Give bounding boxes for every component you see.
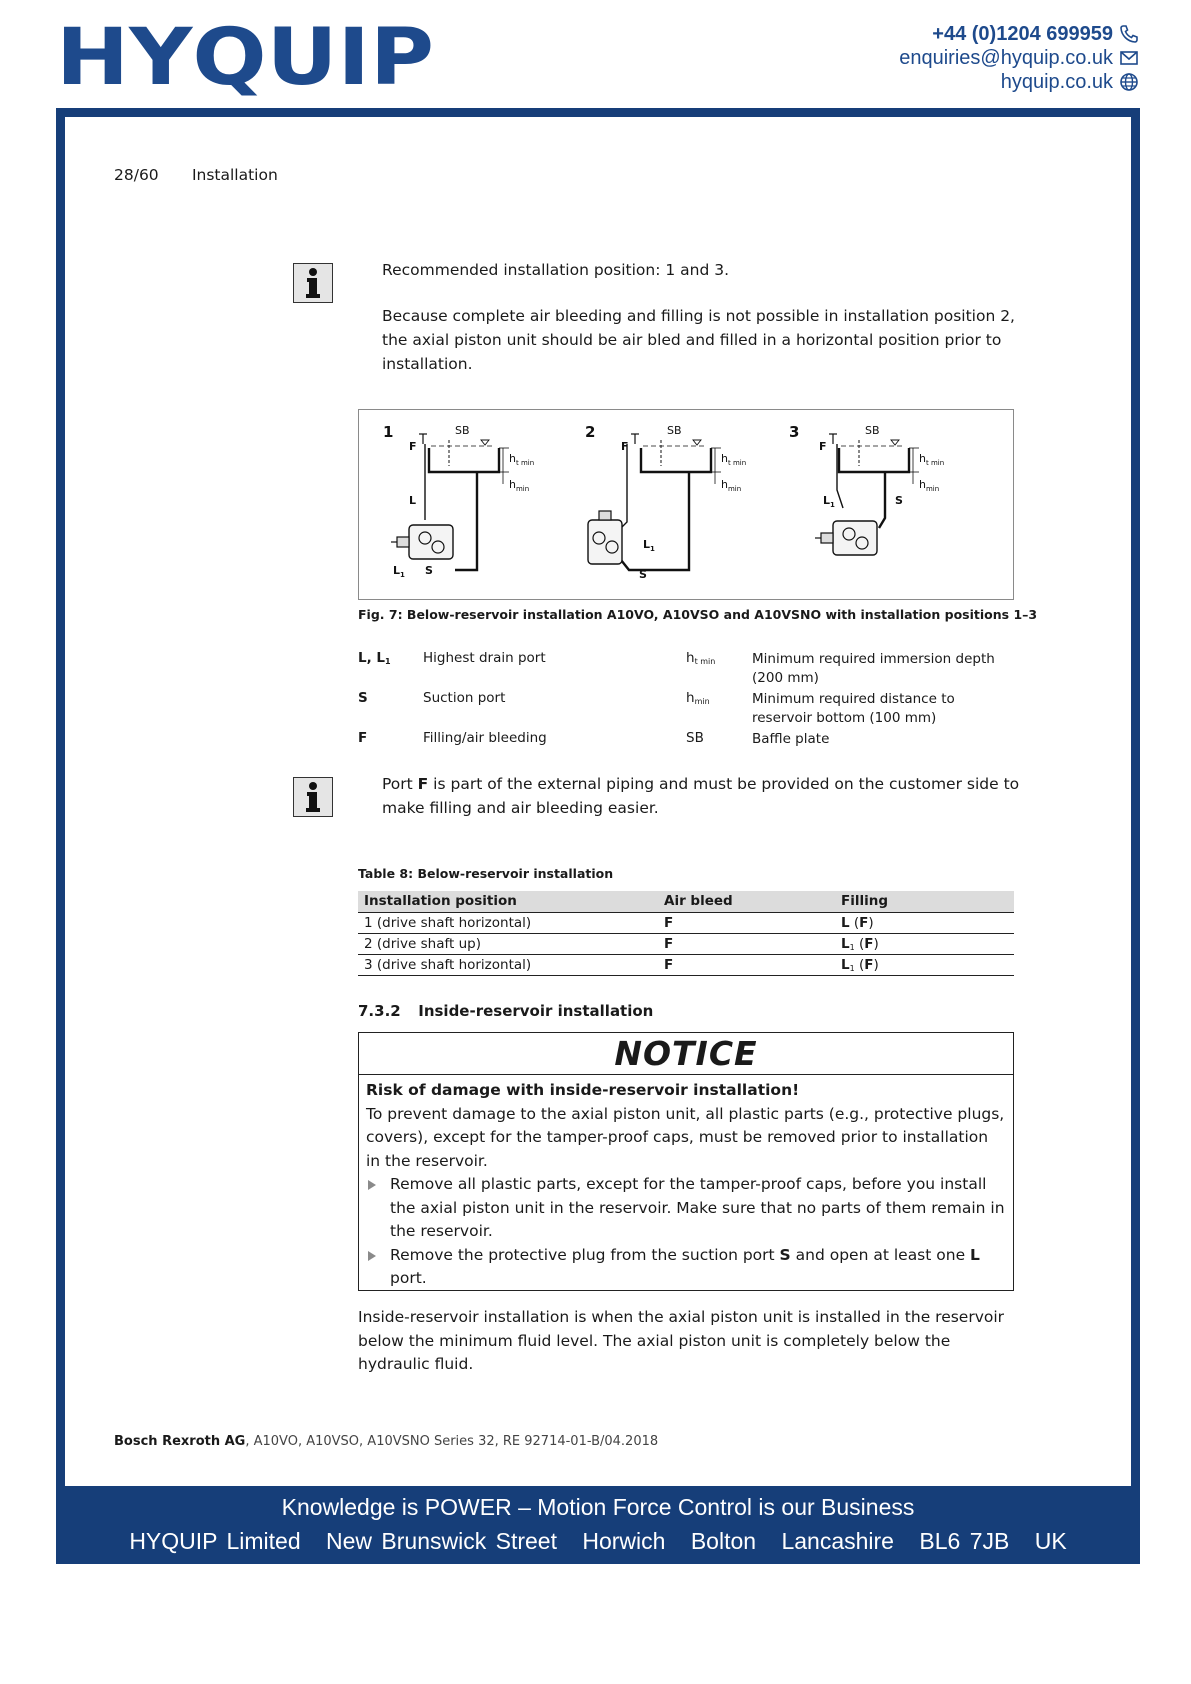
label-ht-min: $h_{t min}$: [919, 452, 945, 467]
table-row: [358, 912, 1014, 933]
table-title: Table 8: Below-reservoir installation: [358, 866, 614, 881]
reservoir-outline: [429, 448, 499, 472]
drain-line: [617, 444, 627, 532]
label-l1: $L_1$: [393, 564, 405, 579]
figure-drawing: [359, 410, 1013, 599]
legend-desc: Filling/air bleeding: [423, 730, 547, 746]
table-header-row: [358, 891, 1014, 912]
table-row: [358, 933, 1014, 954]
label-ht-min: $h_{t min}$: [721, 452, 747, 467]
cell-position: 2 (drive shaft up): [358, 933, 658, 954]
address-part: HYQUIP Limited: [129, 1528, 301, 1554]
installation-figure: [358, 409, 1014, 600]
label-ht-min: $h_{t min}$: [509, 452, 535, 467]
bullet-triangle-icon: [368, 1180, 376, 1190]
footer-address: [56, 1528, 1140, 1554]
axial-piston-unit: [588, 520, 622, 564]
notice-title: Risk of damage with inside-reservoir installation!: [366, 1081, 800, 1099]
reservoir-outline: [641, 448, 711, 472]
contact-website[interactable]: [899, 70, 1139, 94]
fluid-level-symbol: [481, 440, 489, 445]
legend-row: [358, 730, 1018, 752]
section-label: Installation: [191, 166, 278, 184]
label-sb: SB: [667, 424, 682, 437]
label-h-min: $h_{min}$: [721, 478, 742, 493]
document-reference: , A10VO, A10VSO, A10VSNO Series 32, RE 92714-01-B/04.2018: [245, 1434, 659, 1449]
cell-air-bleed: F: [658, 954, 835, 975]
address-part: Horwich: [582, 1528, 666, 1554]
col-header: Installation position: [358, 891, 658, 912]
cell-filling: L (F): [835, 912, 1014, 933]
cell-filling: $L_1$ (F): [835, 954, 1014, 975]
page-number: 28/60: [114, 166, 159, 184]
panel-number-3: 3: [789, 423, 800, 441]
label-sb: SB: [865, 424, 880, 437]
label-f: F: [409, 440, 417, 453]
info-icon: [293, 263, 333, 303]
address-part: UK: [1034, 1528, 1067, 1554]
notice-heading: NOTICE: [359, 1033, 1013, 1075]
suction-line: [621, 472, 689, 570]
footer-band: [56, 1486, 1140, 1564]
address-part: New Brunswick Street: [326, 1528, 557, 1554]
info-icon: [293, 777, 333, 817]
installation-table: [358, 891, 1014, 976]
label-h-min: $h_{min}$: [509, 478, 530, 493]
label-h-min: $h_{min}$: [919, 478, 940, 493]
drive-shaft: [397, 537, 409, 547]
section-heading: [358, 1002, 653, 1020]
contact-phone[interactable]: [899, 22, 1139, 46]
address-part: Lancashire: [781, 1528, 894, 1554]
footer-slogan: Knowledge is POWER – Motion Force Control is our Business: [281, 1494, 915, 1520]
cell-position: 3 (drive shaft horizontal): [358, 954, 658, 975]
label-s: S: [895, 494, 903, 507]
legend-desc: Suction port: [423, 690, 506, 706]
contact-email[interactable]: [899, 46, 1139, 70]
col-header: Filling: [835, 891, 1014, 912]
legend-row: [358, 690, 1018, 730]
legend-desc: Minimum required immersion depth (200 mm): [752, 651, 995, 686]
panel-number-1: 1: [383, 423, 394, 441]
address-part: BL6 7JB: [919, 1528, 1010, 1554]
contact-block: [899, 22, 1139, 94]
notice-bullet: Remove the protective plug from the suction port S and open at least one L port.: [366, 1244, 1007, 1291]
col-header: Air bleed: [658, 891, 835, 912]
label-s: S: [425, 564, 433, 577]
notice-box: [358, 1032, 1014, 1291]
legend-row: [358, 650, 1018, 690]
info-paragraph-3: Port F is part of the external piping and must be provided on the customer side to make filling and air bleeding easier.: [382, 775, 1020, 817]
figure-caption: Fig. 7: Below-reservoir installation A10VO, A10VSO and A10VSNO with installation positions 1–3: [358, 607, 1038, 622]
section-number: 7.3.2: [358, 1002, 401, 1020]
drive-shaft: [599, 511, 611, 520]
info-paragraph-1: Recommended installation position: 1 and 3.: [382, 261, 730, 279]
email-address: enquiries@hyquip.co.uk: [899, 47, 1113, 69]
suction-line: [455, 472, 477, 570]
legend-desc: Baffle plate: [752, 731, 830, 747]
label-f: F: [621, 440, 629, 453]
cell-filling: $L_1$ (F): [835, 933, 1014, 954]
cell-position: 1 (drive shaft horizontal): [358, 912, 658, 933]
notice-bullet: Remove all plastic parts, except for the tamper-proof caps, before you install the axial piston unit in the reservoir. Make sure that no parts of them remain in the reservoir.: [366, 1173, 1007, 1244]
closing-paragraph: Inside-reservoir installation is when the axial piston unit is installed in the reservoir below the minimum fluid level. The axial piston unit is completely below the hydraulic fluid.: [358, 1308, 1005, 1373]
table-row: [358, 954, 1014, 975]
bullet-triangle-icon: [368, 1251, 376, 1261]
legend-desc: Minimum required distance to reservoir bottom (100 mm): [752, 691, 955, 726]
address-part: Bolton: [690, 1528, 757, 1554]
hyquip-logo: [56, 18, 436, 96]
legend-key: $h_{t min}$: [686, 650, 716, 666]
notice-body: [359, 1075, 1013, 1291]
info-paragraph-2: Because complete air bleeding and filling is not possible in installation position 2, the axial piston unit should be air bled and filled in a horizontal position prior to installation.: [382, 307, 1015, 373]
running-header: [114, 166, 278, 184]
label-f: F: [819, 440, 827, 453]
notice-text: To prevent damage to the axial piston unit, all plastic parts (e.g., protective plugs, covers), except for the tamper-proof caps, must be removed prior to installation in the reservoir.: [366, 1104, 1005, 1170]
legend-key: SB: [686, 730, 704, 746]
legend-key: L, $L_1$: [358, 650, 391, 666]
axial-piston-unit: [833, 521, 877, 555]
label-l1: $L_1$: [823, 494, 835, 509]
figure-legend: [358, 650, 1018, 752]
cell-air-bleed: F: [658, 912, 835, 933]
website-url: hyquip.co.uk: [1000, 71, 1113, 93]
label-l: L: [409, 494, 417, 507]
legend-desc: Highest drain port: [423, 650, 546, 666]
cell-air-bleed: F: [658, 933, 835, 954]
logo-text: HYQUIP: [56, 18, 434, 96]
phone-icon: [1119, 24, 1139, 44]
globe-icon: [1119, 72, 1139, 92]
drive-shaft: [821, 533, 833, 543]
axial-piston-unit: [409, 525, 453, 559]
label-sb: SB: [455, 424, 470, 437]
label-l1: $L_1$: [643, 538, 655, 553]
legend-key: F: [358, 730, 368, 746]
suction-line: [879, 472, 885, 528]
company-name: Bosch Rexroth AG: [114, 1434, 246, 1449]
phone-number: +44 (0)1204 699959: [932, 23, 1113, 45]
reservoir-outline: [839, 448, 909, 472]
legend-key: S: [358, 690, 368, 706]
label-s: S: [639, 568, 647, 581]
mail-icon: [1119, 48, 1139, 68]
panel-number-2: 2: [585, 423, 596, 441]
section-title: Inside-reservoir installation: [418, 1002, 654, 1020]
document-footer: [114, 1434, 658, 1449]
fluid-level-symbol: [891, 440, 899, 445]
fluid-level-symbol: [693, 440, 701, 445]
legend-key: $h_{min}$: [686, 690, 710, 706]
